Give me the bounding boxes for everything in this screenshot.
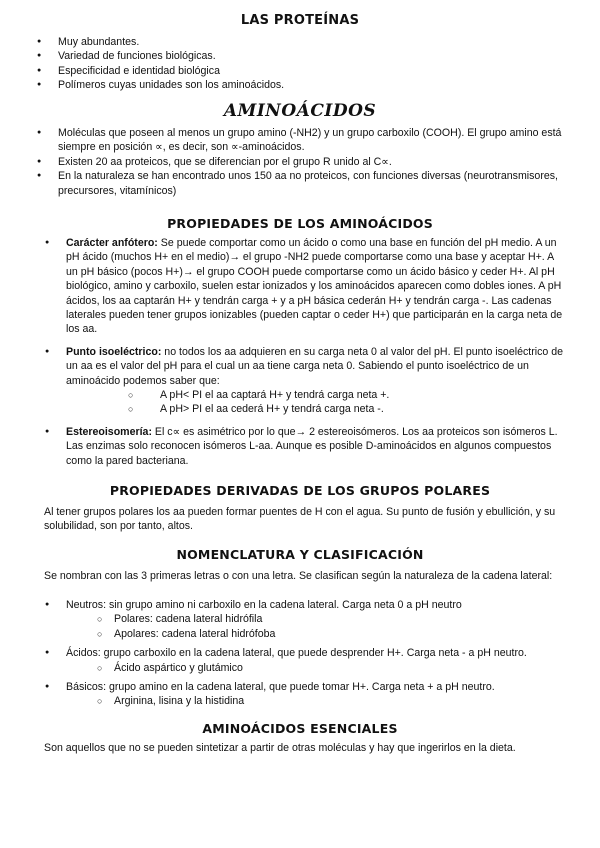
title-polar: PROPIEDADES DERIVADAS DE LOS GRUPOS POLARES: [109, 483, 491, 498]
sub-item: ○ Polares: cadena lateral hidrófila: [0, 612, 600, 626]
list-item-amphoteric: [0, 236, 600, 337]
list-item-basic: ● Básicos: grupo amino en la cadena lateral, que puede tomar H+. Carga neta + a pH neutro.: [0, 680, 600, 694]
list-item: ● Muy abundantes.: [0, 35, 600, 49]
list-item-acid: ● Ácidos: grupo carboxilo en la cadena lateral, que puede desprender H+. Carga neta - a pH neutro.: [0, 646, 600, 660]
list-proteins: [0, 35, 600, 93]
list-classification: [0, 598, 600, 709]
title-proteins: LAS PROTEÍNAS: [240, 13, 360, 28]
amphoteric-text: Se puede comportar como un ácido o como una base en función del pH medio. A un pH ácido (muchos H+ en el medio)→ el grupo -NH2 puede comportarse como una base y aceptar H+. A un pH básico (pocos H+)→ el grupo COOH puede comportarse como un ácido básico y ceder H+. Al pH biológico, amino y carboxilo, suelen estar ionizados y los aminoácidos aparecen como dobles iones. A pH ácidos, los aa captarán H+ y tendrán carga + y a pH básica cederán H+ y tendrán carga -. Las cadenas laterales pueden tener grupos ionizables (pueden captar o ceder H+) que participarán en la carga neta de los aa.: [66, 237, 563, 336]
sub-item: ○ A pH< PI el aa captará H+ y tendrá carga neta +.: [0, 388, 600, 402]
amphoteric-label: Carácter anfótero:: [66, 237, 158, 249]
nomenclature-intro: Se nombran con las 3 primeras letras o con una letra. Se clasifican según la naturaleza de la cadena lateral:: [44, 570, 553, 582]
list-item-neutral: ● Neutros: sin grupo amino ni carboxilo en la cadena lateral. Carga neta 0 a pH neutro: [0, 598, 600, 612]
list-item-isoelectric: [0, 345, 600, 388]
stereo-text: El c∝ es asimétrico por lo que→ 2 estereoisómeros. Los aa proteicos son isómeros L. Las enzimas solo reconocen isómeros L-aa. Aunque es posible D-aminoácidos en algunos compuestos como la pared bacteriana.: [66, 425, 558, 467]
list-item: ● Polímeros cuyas unidades son los aminoácidos.: [0, 78, 600, 92]
list-item: ● Variedad de funciones biológicas.: [0, 49, 600, 63]
polar-paragraph: Al tener grupos polares los aa pueden formar puentes de H con el agua. Su punto de fusión y ebullición, y su solubilidad, son por tanto, altos.: [44, 506, 556, 533]
list-amino: [0, 126, 600, 198]
sub-item: ○ Ácido aspártico y glutámico: [0, 661, 600, 675]
isoelectric-label: Punto isoeléctrico:: [66, 345, 162, 358]
title-properties: PROPIEDADES DE LOS AMINOÁCIDOS: [167, 216, 433, 231]
sub-item: ○ A pH> PI el aa cederá H+ y tendrá carga neta -.: [0, 402, 600, 416]
stereo-label: Estereoisomería:: [66, 425, 152, 438]
list-item: ● Especificidad e identidad biológica: [0, 64, 600, 78]
isoelectric-text: no todos los aa adquieren en su carga neta 0 al valor del pH. El punto isoeléctrico de un aa es el valor del pH para el cual un aa tiene carga neta 0. Sabiendo el punto isoeléctrico de un aminoácido podemos saber que:: [66, 345, 564, 387]
sub-item: ○ Apolares: cadena lateral hidrófoba: [0, 627, 600, 641]
list-properties: [0, 236, 600, 468]
list-item-stereoisomery: [0, 425, 600, 468]
essential-paragraph: Son aquellos que no se pueden sintetizar a partir de otras moléculas y hay que ingerirlos en la dieta.: [44, 742, 516, 754]
title-essential: AMINOÁCIDOS ESENCIALES: [202, 721, 398, 736]
list-item: ● Moléculas que poseen al menos un grupo amino (-NH2) y un grupo carboxilo (COOH). El grupo amino está siempre en posición ∝, es decir, son ∝-aminoácidos.: [0, 126, 600, 155]
sub-item: ○ Arginina, lisina y la histidina: [0, 694, 600, 708]
list-item: ● En la naturaleza se han encontrado unos 150 aa no proteicos, con funciones diversas (neurotransmisores, precursores, vitamínicos): [0, 169, 600, 198]
title-amino: AMINOÁCIDOS: [223, 101, 377, 121]
title-nomenclature: NOMENCLATURA Y CLASIFICACIÓN: [176, 547, 424, 562]
list-item: ● Existen 20 aa proteicos, que se diferencian por el grupo R unido al C∝.: [0, 155, 600, 169]
